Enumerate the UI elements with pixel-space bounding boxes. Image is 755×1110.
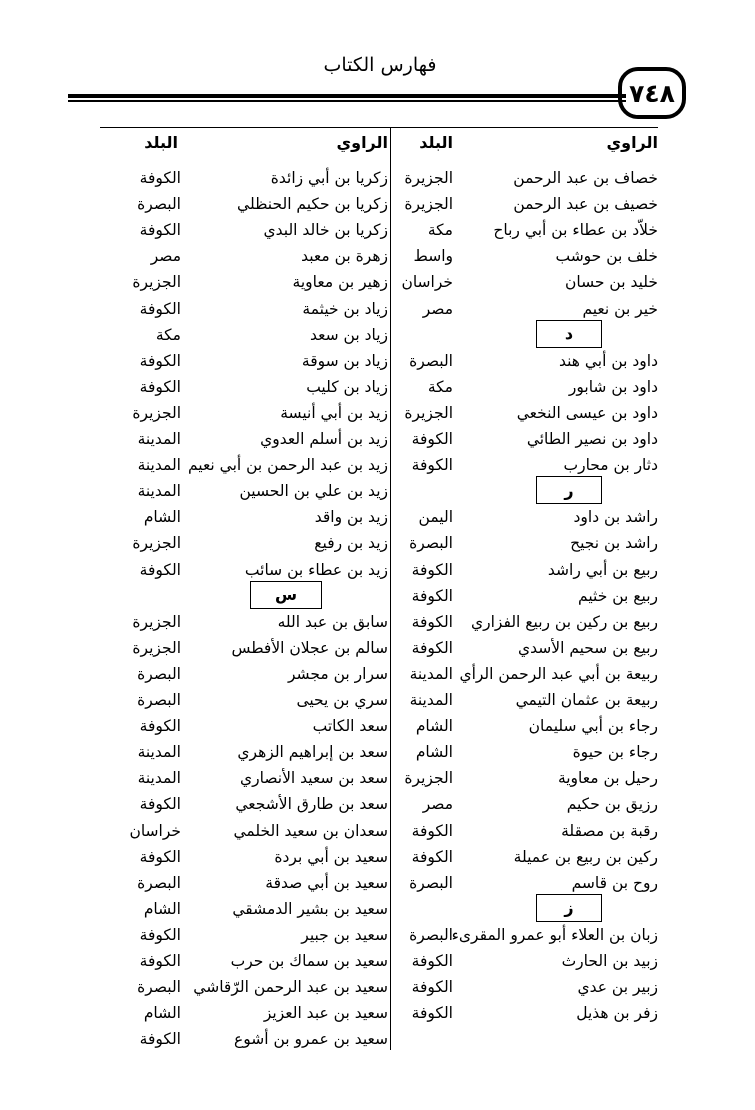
narrator-name: ركين بن ربيع بن عميلة: [513, 847, 658, 866]
narrator-city: البصرة: [409, 925, 453, 944]
narrator-name: خلف بن حوشب: [555, 247, 658, 266]
narrator-city: الكوفة: [139, 717, 181, 736]
narrator-city: مكة: [427, 221, 453, 240]
narrator-city: الشام: [143, 899, 181, 918]
narrator-city: الكوفة: [411, 978, 453, 997]
narrator-name: رجاء بن أبي سليمان: [528, 717, 658, 736]
narrator-name: دثار بن محارب: [563, 456, 658, 475]
narrator-name: ربيعة بن أبي عبد الرحمن الرأي: [459, 664, 658, 683]
narrator-city: الكوفة: [139, 925, 181, 944]
narrator-city: مكة: [427, 377, 453, 396]
narrator-name: سعيد بن عبد العزيز: [263, 1004, 388, 1023]
narrator-city: الكوفة: [411, 1004, 453, 1023]
narrator-city: الكوفة: [411, 586, 453, 605]
narrator-city: البصرة: [409, 351, 453, 370]
narrator-name: سعيد بن عمرو بن أشوع: [233, 1030, 388, 1049]
narrator-city: المدينة: [137, 430, 181, 448]
narrator-name: راشد بن نجيح: [570, 534, 658, 553]
narrator-name: زيد بن أبي أنيسة: [280, 403, 388, 422]
narrator-name: رحيل بن معاوية: [557, 769, 658, 788]
narrator-name: سعد الكاتب: [312, 717, 388, 736]
section-letter-box: س: [250, 581, 322, 609]
narrator-city: الجزيرة: [404, 169, 453, 187]
narrator-city: الجزيرة: [132, 273, 181, 292]
narrator-name: سابق بن عبد الله: [277, 612, 388, 631]
narrator-city: الكوفة: [411, 430, 453, 448]
narrator-name: داود بن عيسى النخعي: [516, 403, 658, 422]
narrator-city: المدينة: [137, 743, 181, 762]
narrator-name: سعيد بن سماك بن حرب: [230, 952, 388, 970]
narrator-name: زيد بن واقد: [314, 508, 388, 527]
narrator-name: زياد بن سعد: [310, 325, 388, 344]
table-top-rule: [100, 127, 658, 128]
narrator-city: الجزيرة: [132, 612, 181, 631]
narrator-name: زيد بن رفيع: [314, 534, 388, 553]
narrator-city: الشام: [143, 508, 181, 527]
narrator-city: الكوفة: [411, 456, 453, 475]
header-rule-thin: [68, 100, 626, 102]
narrator-city: واسط: [413, 247, 453, 266]
header-narrator-right: الراوي: [606, 133, 658, 152]
narrator-name: ربيع بن سحيم الأسدي: [517, 638, 658, 657]
narrator-city: البصرة: [137, 664, 181, 683]
narrator-name: سري بن يحيى: [296, 691, 388, 709]
narrator-name: سعيد بن بشير الدمشقي: [232, 899, 388, 918]
narrator-name: خصيف بن عبد الرحمن: [513, 195, 658, 214]
narrator-city: الشام: [143, 1004, 181, 1023]
narrator-name: زبان بن العلاء أبو عمرو المقرىء: [451, 925, 658, 944]
narrator-city: الكوفة: [139, 351, 181, 370]
narrator-city: خراسان: [401, 273, 453, 292]
narrator-name: سعد بن إبراهيم الزهري: [237, 743, 388, 762]
narrator-city: الكوفة: [139, 952, 181, 970]
narrator-name: خصاف بن عبد الرحمن: [513, 169, 658, 187]
narrator-city: اليمن: [418, 508, 453, 527]
narrator-city: الكوفة: [139, 1030, 181, 1049]
narrator-name: ربيع بن أبي راشد: [547, 560, 658, 579]
narrator-name: زكريا بن خالد البدي: [263, 221, 388, 240]
section-letter-box: ز: [536, 894, 602, 922]
narrator-city: البصرة: [137, 978, 181, 997]
narrator-city: البصرة: [137, 873, 181, 892]
narrator-city: مصر: [422, 795, 453, 814]
narrator-city: الشام: [415, 717, 453, 736]
narrator-city: المدينة: [137, 456, 181, 475]
narrator-name: داود بن أبي هند: [558, 351, 658, 370]
narrator-name: راشد بن داود: [573, 508, 658, 527]
narrator-name: سالم بن عجلان الأفطس: [231, 638, 388, 657]
narrator-city: الجزيرة: [404, 403, 453, 422]
narrator-name: سعيد بن عبد الرحمن الرّقاشي: [193, 978, 388, 997]
narrator-city: الجزيرة: [132, 403, 181, 422]
header-narrator-left: الراوي: [336, 133, 388, 152]
narrator-name: ربيع بن خثيم: [578, 586, 658, 605]
narrator-city: الكوفة: [139, 795, 181, 814]
narrator-city: المدينة: [137, 769, 181, 788]
header-rule: [68, 94, 626, 98]
narrator-name: داود بن شابور: [568, 377, 658, 396]
narrator-city: الجزيرة: [132, 638, 181, 657]
header-city-right: البلد: [419, 133, 453, 152]
narrator-name: زيد بن عبد الرحمن بن أبي نعيم: [187, 456, 388, 475]
narrator-name: رقبة بن مصقلة: [561, 821, 658, 840]
narrator-city: الكوفة: [139, 377, 181, 396]
narrator-name: سعيد بن أبي صدقة: [265, 873, 388, 892]
page-title: فهارس الكتاب: [323, 54, 437, 76]
page-number-badge: ٧٤٨: [618, 67, 686, 119]
narrator-name: ربيع بن ركين بن ربيع الفزاري: [471, 612, 658, 631]
narrator-city: المدينة: [137, 482, 181, 501]
narrator-city: المدينة: [409, 691, 453, 709]
narrator-name: سعد بن سعيد الأنصاري: [239, 769, 388, 788]
narrator-city: الكوفة: [139, 847, 181, 866]
narrator-name: سعيد بن أبي بردة: [274, 847, 388, 866]
narrator-name: زيد بن أسلم العدوي: [260, 430, 388, 448]
narrator-name: رزيق بن حكيم: [566, 795, 658, 814]
narrator-name: روح بن قاسم: [571, 873, 658, 892]
narrator-city: مصر: [150, 247, 181, 266]
narrator-name: زفر بن هذيل: [576, 1004, 658, 1023]
narrator-city: الكوفة: [139, 560, 181, 579]
narrator-city: الكوفة: [139, 221, 181, 240]
narrator-name: زهير بن معاوية: [292, 273, 388, 292]
narrator-name: داود بن نصير الطائي: [526, 430, 658, 448]
narrator-city: البصرة: [409, 873, 453, 892]
narrator-city: البصرة: [137, 691, 181, 709]
narrator-name: سعد بن طارق الأشجعي: [235, 795, 388, 814]
narrator-city: خراسان: [129, 821, 181, 840]
narrator-city: الجزيرة: [132, 534, 181, 553]
narrator-name: سعيد بن جبير: [301, 925, 388, 944]
narrator-city: الكوفة: [411, 847, 453, 866]
narrator-city: الجزيرة: [404, 769, 453, 788]
narrator-name: خلاّد بن عطاء بن أبي رباح: [493, 221, 658, 240]
narrator-name: رجاء بن حيوة: [572, 743, 658, 762]
narrator-name: زياد بن سوقة: [301, 351, 388, 370]
narrator-city: الجزيرة: [404, 195, 453, 214]
narrator-city: مصر: [422, 299, 453, 318]
narrator-city: الكوفة: [411, 560, 453, 579]
column-divider: [390, 127, 391, 1050]
narrator-city: الكوفة: [411, 952, 453, 970]
narrator-city: الكوفة: [139, 299, 181, 318]
narrator-name: خليد بن حسان: [564, 273, 658, 292]
narrator-city: البصرة: [409, 534, 453, 553]
narrator-name: ربيعة بن عثمان التيمي: [515, 691, 658, 709]
narrator-city: مكة: [155, 325, 181, 344]
narrator-city: الكوفة: [411, 612, 453, 631]
narrator-name: سرار بن مجشر: [288, 664, 388, 683]
section-letter-box: ر: [536, 476, 602, 504]
narrator-name: زيد بن علي بن الحسين: [239, 482, 388, 501]
narrator-name: زبير بن عدي: [577, 978, 658, 997]
narrator-city: الكوفة: [411, 821, 453, 840]
narrator-name: زكريا بن أبي زائدة: [270, 169, 388, 187]
narrator-name: زيد بن عطاء بن سائب: [244, 560, 388, 579]
header-city-left: البلد: [144, 133, 178, 152]
narrator-city: المدينة: [409, 664, 453, 683]
narrator-city: الكوفة: [139, 169, 181, 187]
narrator-city: الكوفة: [411, 638, 453, 657]
narrator-name: زكريا بن حكيم الحنظلي: [237, 195, 388, 214]
narrator-city: البصرة: [137, 195, 181, 214]
narrator-name: خير بن نعيم: [582, 299, 658, 318]
narrator-name: زبيد بن الحارث: [561, 952, 658, 970]
narrator-name: زهرة بن معبد: [301, 247, 388, 266]
narrator-name: سعدان بن سعيد الخلمي: [233, 821, 388, 840]
narrator-name: زياد بن كليب: [306, 377, 388, 396]
narrator-name: زياد بن خيثمة: [302, 299, 388, 318]
narrator-city: الشام: [415, 743, 453, 762]
section-letter-box: د: [536, 320, 602, 348]
